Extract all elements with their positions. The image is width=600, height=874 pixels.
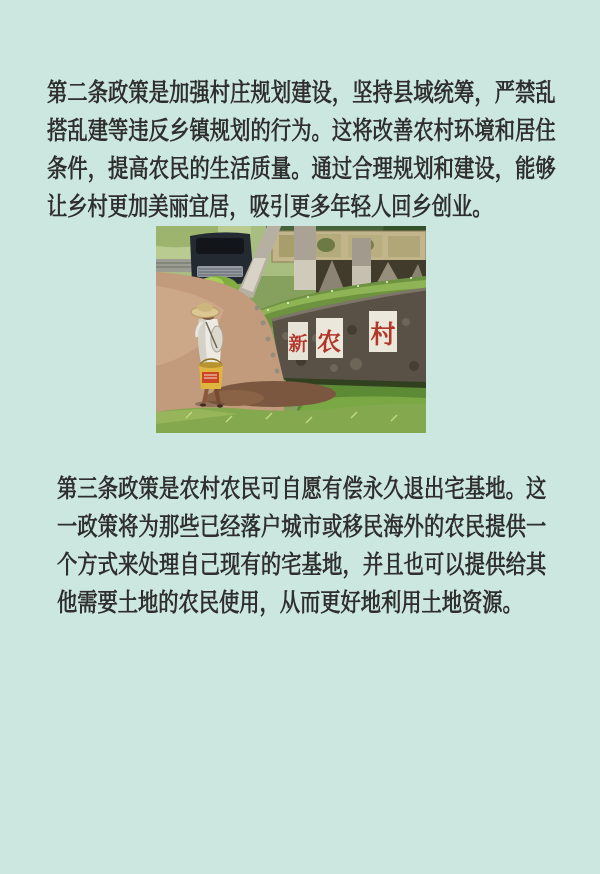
wall-character-cun: 村 bbox=[370, 321, 396, 349]
policy-2-paragraph: 第二条政策是加强村庄规划建设，坚持县域统筹，严禁乱搭乱建等违反乡镇规划的行为。这将改善农村环境和居住条件，提高农民的生活质量。通过合理规划和建设，能够让乡村更加美丽宜居，吸引更多年轻人回乡创业。 bbox=[47, 79, 556, 221]
wall-character-xin: 新 bbox=[288, 334, 308, 355]
village-photo bbox=[156, 226, 426, 433]
policy-3-paragraph: 第三条政策是农村农民可自愿有偿永久退出宅基地。这一政策将为那些已经落户城市或移民海外的农民提供一个方式来处理自己现有的宅基地，并且也可以提供给其他需要土地的农民使用，从而更好地利用土地资源。 bbox=[57, 475, 547, 617]
page bbox=[0, 74, 600, 622]
bucket bbox=[199, 359, 223, 389]
wall-character-nong: 农 bbox=[317, 329, 341, 356]
village-photo-svg bbox=[156, 226, 426, 433]
